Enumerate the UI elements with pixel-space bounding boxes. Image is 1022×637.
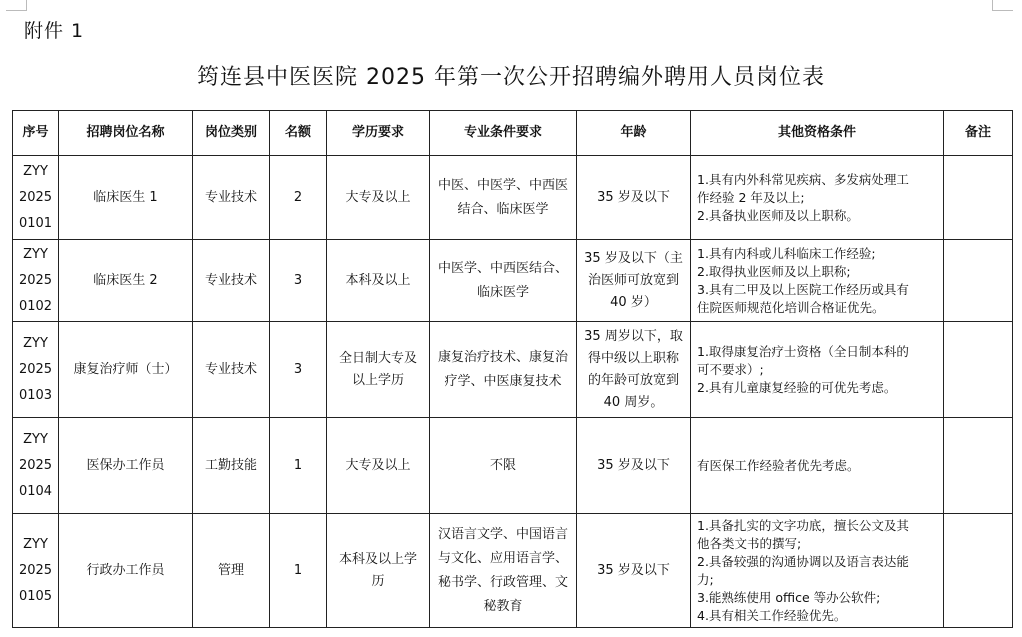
other-requirement-line: 2.具备执业医师及以上职称。 (697, 207, 859, 223)
column-header-note: 备注 (944, 111, 1013, 156)
major-cell (430, 156, 577, 240)
position-name-cell: 临床医生 1 (59, 156, 193, 240)
age-cell (577, 418, 691, 514)
position-code-cell (13, 418, 59, 514)
major-line: 秘教育 (483, 598, 523, 614)
position-name-cell: 医保办工作员 (59, 418, 193, 514)
position-code-line: ZYY (23, 431, 48, 447)
position-code-line: 0103 (18, 387, 53, 403)
education-cell (327, 514, 430, 628)
major-line: 中医学、中西医结合、 (437, 260, 568, 276)
age-cell (577, 156, 691, 240)
category-cell: 管理 (193, 514, 270, 628)
education-line: 历 (371, 573, 385, 589)
count-cell: 2 (270, 156, 327, 240)
age-cell (577, 514, 691, 628)
age-line: 的年龄可放宽到 (587, 372, 679, 388)
major-cell (430, 514, 577, 628)
other-requirement-line: 4.具有相关工作经验优先。 (697, 607, 847, 623)
major-line: 结合、临床医学 (457, 201, 549, 217)
other-requirement-line: 有医保工作经验者优先考虑。 (697, 457, 860, 473)
column-header-major: 专业条件要求 (430, 111, 577, 156)
other-requirement-line: 1.具有内外科常见疾病、多发病处理工 (697, 171, 909, 187)
other-requirement-line: 力; (697, 571, 714, 587)
education-line: 大专及以上 (345, 189, 411, 205)
other-requirements-cell (691, 240, 944, 322)
position-code-cell (13, 514, 59, 628)
other-requirement-line: 1.具有内科或儿科临床工作经验; (697, 245, 876, 261)
position-code-cell (13, 322, 59, 418)
position-code-line: 2025 (18, 189, 53, 205)
major-line: 秘书学、行政管理、文 (437, 574, 568, 590)
corner-crop-mark-left (6, 0, 27, 11)
other-requirement-line: 1.具备扎实的文字功底，擅长公文及其 (697, 517, 909, 533)
other-requirement-line: 2.具备较强的沟通协调以及语言表达能 (697, 553, 909, 569)
major-line: 与文化、应用语言学、 (437, 550, 568, 566)
other-requirements-cell (691, 514, 944, 628)
major-cell (430, 322, 577, 418)
column-header-age: 年龄 (577, 111, 691, 156)
education-line: 本科及以上 (345, 272, 411, 288)
count-cell: 3 (270, 240, 327, 322)
age-line: 40 岁） (610, 294, 657, 310)
position-code-line: 0105 (18, 588, 53, 604)
column-header-education: 学历要求 (327, 111, 430, 156)
position-code-cell (13, 240, 59, 322)
other-requirement-line: 2.具有儿童康复经验的可优先考虑。 (697, 379, 897, 395)
age-line: 35 岁及以下 (597, 562, 670, 578)
other-requirement-line: 2.取得执业医师及以上职称; (697, 263, 851, 279)
other-requirements-cell (691, 322, 944, 418)
category-cell: 专业技术 (193, 240, 270, 322)
age-line: 35 岁及以下 (597, 189, 670, 205)
attachment-label: 附件 1 (24, 20, 85, 42)
other-requirement-line: 3.能熟练使用 office 等办公软件; (697, 589, 881, 605)
table-body (13, 156, 1013, 628)
corner-crop-mark-right (992, 0, 1013, 11)
column-header-index: 序号 (13, 111, 59, 156)
major-line: 康复治疗技术、康复治 (437, 349, 568, 365)
major-cell (430, 240, 577, 322)
category-cell: 专业技术 (193, 156, 270, 240)
position-code-line: 2025 (18, 457, 53, 473)
education-cell (327, 418, 430, 514)
education-cell (327, 322, 430, 418)
count-cell: 1 (270, 418, 327, 514)
other-requirement-line: 3.具有二甲及以上医院工作经历或具有 (697, 281, 909, 297)
document-title: 筠连县中医医院 2025 年第一次公开招聘编外聘用人员岗位表 (197, 65, 825, 90)
position-name-cell: 行政办工作员 (59, 514, 193, 628)
position-code-line: ZYY (23, 335, 48, 351)
position-code-line: 0102 (18, 298, 53, 314)
position-code-cell (13, 156, 59, 240)
age-line: 40 周岁。 (603, 394, 664, 410)
position-code-line: ZYY (23, 246, 48, 262)
positions-table (12, 110, 1013, 628)
table-row (13, 156, 1013, 240)
age-cell (577, 322, 691, 418)
table-row (13, 322, 1013, 418)
education-cell (327, 156, 430, 240)
age-cell (577, 240, 691, 322)
column-header-category: 岗位类别 (193, 111, 270, 156)
major-line: 中医、中医学、中西医 (437, 177, 568, 193)
major-line: 临床医学 (476, 284, 529, 300)
note-cell (944, 418, 1013, 514)
column-header-count: 名额 (270, 111, 327, 156)
note-cell (944, 240, 1013, 322)
note-cell (944, 514, 1013, 628)
note-cell (944, 156, 1013, 240)
note-cell (944, 322, 1013, 418)
other-requirement-line: 1.取得康复治疗士资格（全日制本科的 (697, 343, 909, 359)
other-requirement-line: 可不要求）; (697, 361, 764, 377)
education-line: 以上学历 (351, 372, 404, 388)
age-line: 35 岁及以下 (597, 457, 670, 473)
major-line: 疗学、中医康复技术 (444, 373, 562, 389)
education-line: 本科及以上学 (338, 551, 417, 567)
category-cell: 专业技术 (193, 322, 270, 418)
position-code-line: ZYY (23, 163, 48, 179)
other-requirement-line: 住院医师规范化培训合格证优先。 (697, 299, 885, 315)
column-header-other: 其他资格条件 (691, 111, 944, 156)
position-code-line: 2025 (18, 361, 53, 377)
other-requirement-line: 他各类文书的撰写; (697, 535, 802, 551)
other-requirements-cell (691, 418, 944, 514)
position-name-cell: 临床医生 2 (59, 240, 193, 322)
age-line: 治医师可放宽到 (587, 272, 679, 288)
major-cell (430, 418, 577, 514)
age-line: 35 周岁以下，取 (584, 328, 683, 344)
position-code-line: 2025 (18, 562, 53, 578)
table-row (13, 418, 1013, 514)
education-line: 大专及以上 (345, 457, 411, 473)
table-row (13, 240, 1013, 322)
table-header-row (13, 111, 1013, 156)
position-code-line: 0104 (18, 483, 53, 499)
major-line: 汉语言文学、中国语言 (437, 526, 568, 542)
other-requirements-cell (691, 156, 944, 240)
education-line: 全日制大专及 (338, 350, 417, 366)
count-cell: 1 (270, 514, 327, 628)
age-line: 35 岁及以下（主 (584, 250, 683, 266)
column-header-position: 招聘岗位名称 (59, 111, 193, 156)
major-line: 不限 (489, 457, 516, 473)
position-code-line: 0101 (18, 215, 53, 231)
position-code-line: ZYY (23, 536, 48, 552)
other-requirement-line: 作经验 2 年及以上; (697, 189, 805, 205)
table-row (13, 514, 1013, 628)
category-cell: 工勤技能 (193, 418, 270, 514)
education-cell (327, 240, 430, 322)
age-line: 得中级以上职称 (587, 350, 679, 366)
count-cell: 3 (270, 322, 327, 418)
position-code-line: 2025 (18, 272, 53, 288)
position-name-cell: 康复治疗师（士） (59, 322, 193, 418)
